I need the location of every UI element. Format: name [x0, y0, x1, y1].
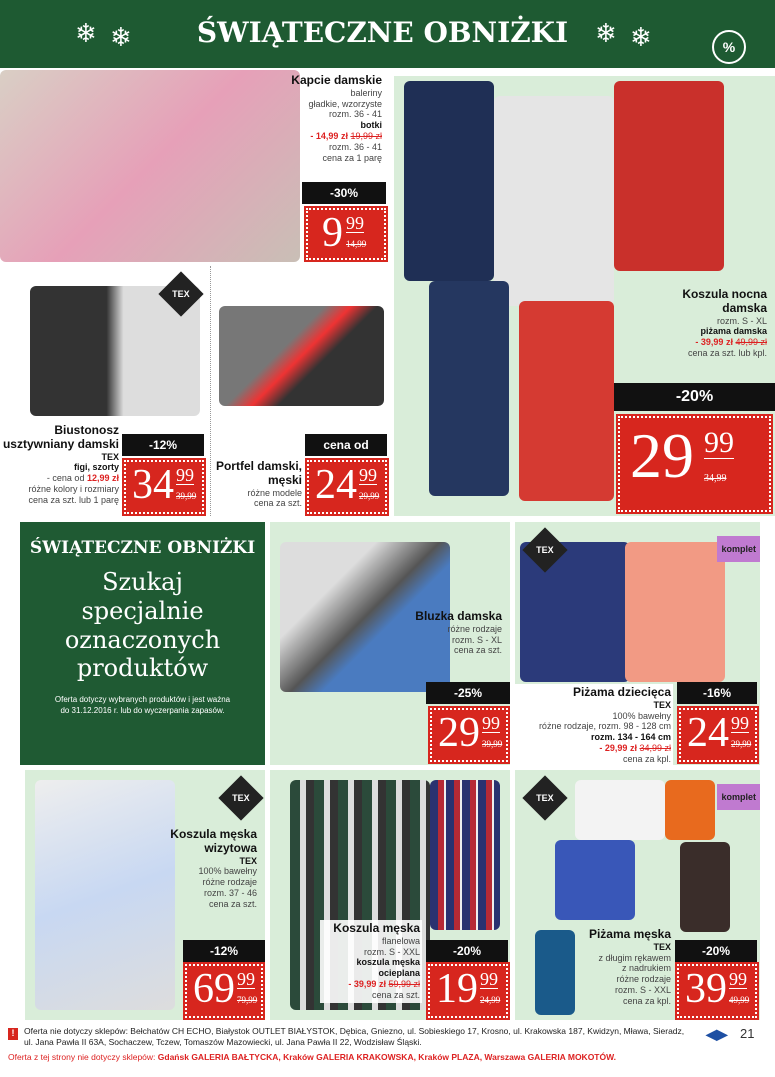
- tex-badge: TEX: [158, 271, 203, 316]
- product-koszula-nocna[interactable]: [394, 76, 775, 516]
- product-image: [219, 306, 384, 406]
- product-koszula-wizytowa[interactable]: [25, 770, 265, 1020]
- price-tag: 29 99 39,99: [430, 708, 508, 762]
- price-tag: 34 99 39,99: [124, 460, 204, 514]
- price-tag: 39 99 49,99: [677, 964, 757, 1018]
- product-kapcie[interactable]: [0, 70, 390, 262]
- product-info: Piżama dziecięca TEX 100% bawełny różne rodzaje, rozm. 98 - 128 cm rozm. 134 - 164 cm - 29,99 zł 34,99 zł cena za kpl.: [515, 684, 673, 767]
- discount-badge: -16%: [677, 682, 757, 704]
- discount-badge: -20%: [675, 940, 757, 962]
- product-info: Biustonosz usztywniany damski TEX figi, szorty - cena od 12,99 zł różne kolory i rozmiary cena za szt. lub 1 parę: [2, 423, 119, 505]
- exclamation-icon: !: [8, 1028, 18, 1040]
- product-image: [680, 842, 730, 932]
- price-from-badge: cena od: [305, 434, 387, 456]
- product-image: [625, 542, 725, 682]
- product-pizama-meska[interactable]: [515, 770, 760, 1020]
- product-biustonosz[interactable]: [0, 266, 207, 516]
- product-image: [35, 780, 175, 1010]
- komplet-badge: komplet: [717, 784, 760, 810]
- discount-badge: -20%: [614, 383, 775, 411]
- price-tag: 69 99 79,99: [185, 964, 263, 1018]
- product-image: [535, 930, 575, 1015]
- snowflake-icon: ❄: [110, 22, 132, 52]
- product-image: [430, 780, 500, 930]
- product-image: [429, 281, 509, 496]
- discount-badge: -12%: [122, 434, 204, 456]
- product-bluzka[interactable]: [270, 522, 510, 765]
- snowflake-icon: ❄: [595, 18, 617, 48]
- product-info: Kapcie damskie baleriny gładkie, wzorzyste rozm. 36 - 41 botki - 14,99 zł 19,99 zł rozm. 36 - 41 cena za 1 parę: [291, 73, 382, 163]
- product-image: [404, 81, 494, 281]
- product-info: Piżama męska TEX z długim rękawem z nadrukiem różne rodzaje rozm. S - XXL cena za kpl.: [588, 927, 671, 1006]
- product-info: Koszula męska flanelowa rozm. S - XXL koszula męska ocieplana - 39,99 zł 59,99 zł cena za szt.: [320, 920, 422, 1003]
- price-tag: 24 99 29,99: [679, 708, 757, 762]
- tex-badge: TEX: [522, 527, 567, 572]
- percent-badge-icon: %: [712, 30, 746, 64]
- snowflake-icon: ❄: [75, 18, 97, 48]
- price-tag: 29 99 34,99: [618, 416, 771, 512]
- product-image: [0, 70, 300, 262]
- footer-exclusions: Oferta nie dotyczy sklepów: Bełchatów CH ECHO, Białystok OUTLET BIAŁYSTOK, Dębica, Gniezno, ul. Sobieskiego 17, Krosno, ul. Krakowska 187, Kwidzyn, Mława, Sieradz, ul. Jana Pawła II 63A, Sochaczew, Tczew, Tomaszów Mazowiecki, ul. Jana Pawła II 22, Wodzisław Śląski.: [24, 1026, 685, 1047]
- product-info: Koszula męska wizytowa TEX 100% bawełny różne rodzaje rozm. 37 - 46 cena za szt.: [170, 827, 257, 909]
- product-info: Koszula nocna damska rozm. S - XL piżama damska - 39,99 zł 49,99 zł cena za szt. lub kpl.: [682, 287, 767, 358]
- carrefour-logo-icon: ◀▶: [706, 1026, 728, 1042]
- product-image: [665, 780, 715, 840]
- tex-badge: TEX: [522, 775, 567, 820]
- price-tag: 19 99 24,99: [428, 964, 508, 1018]
- product-image: [614, 81, 724, 271]
- price-tag: 24 99 29,99: [307, 460, 387, 514]
- product-info: Portfel damski, męski różne modele cena za szt.: [215, 459, 302, 509]
- tex-badge: TEX: [218, 775, 263, 820]
- product-info: Bluzka damska różne rodzaje rozm. S - XL cena za szt.: [415, 609, 502, 656]
- discount-badge: -25%: [426, 682, 510, 704]
- header-banner: [0, 0, 775, 68]
- product-pizama-dziecieca[interactable]: [515, 522, 760, 765]
- footer-store-exclusions: Oferta z tej strony nie dotyczy sklepów: Gdańsk GALERIA BAŁTYCKA, Kraków GALERIA KRAKOWSKA, Kraków PLAZA, Warszawa GALERIA MOKOTÓW.: [8, 1052, 617, 1062]
- product-image: [519, 301, 614, 501]
- page-number: 21: [740, 1026, 755, 1041]
- snowflake-icon: ❄: [630, 22, 652, 52]
- page-title: ŚWIĄTECZNE OBNIŻKI: [196, 16, 569, 49]
- discount-badge: -20%: [426, 940, 508, 962]
- product-image: [494, 96, 614, 306]
- promo-banner: ŚWIĄTECZNE OBNIŻKI Szukaj specjalnie oznaczonych produktów Oferta dotyczy wybranych produktów i jest ważna do 31.12.2016 r. lub do wyczerpania zapasów.: [20, 522, 265, 765]
- product-image: [575, 780, 665, 840]
- product-koszula-meska[interactable]: [270, 770, 510, 1020]
- price-tag: 9 99 14,99: [306, 208, 386, 260]
- discount-badge: -12%: [183, 940, 265, 962]
- discount-badge: -30%: [302, 182, 386, 204]
- product-portfel[interactable]: [210, 266, 390, 516]
- komplet-badge: komplet: [717, 536, 760, 562]
- product-image: [555, 840, 635, 920]
